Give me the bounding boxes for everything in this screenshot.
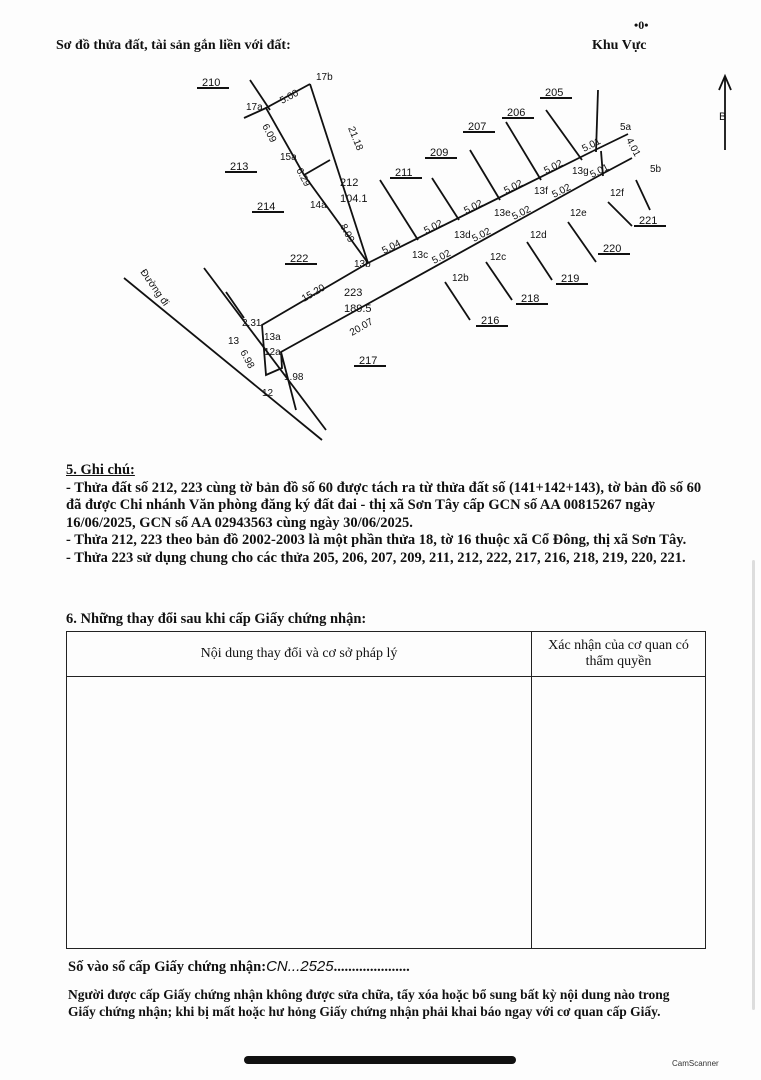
point-5b: 5b — [650, 164, 662, 175]
area-label: Khu Vực — [592, 38, 647, 53]
len-5.02-e: 5.02 — [550, 182, 573, 201]
len-6.09: 6.09 — [259, 122, 279, 145]
road-label: Đường đi — [137, 267, 171, 309]
parcel-212-area: 104.1 — [340, 193, 368, 205]
len-6.98: 6.98 — [237, 348, 257, 371]
plot-209: 209 — [430, 147, 449, 159]
len-21.18: 21.18 — [345, 125, 365, 153]
len-1.98: 1.98 — [284, 372, 304, 383]
point-17a: 17a — [246, 102, 263, 113]
plot-217: 217 — [359, 355, 378, 367]
road-edge-left — [124, 278, 322, 440]
len-5.00: 5.00 — [278, 87, 301, 107]
point-5a: 5a — [620, 122, 632, 133]
changes-col-confirm: Xác nhận của cơ quan có thẩm quyền — [532, 632, 706, 677]
footer-warning: Người được cấp Giấy chứng nhận không được sửa chữa, tẩy xóa hoặc bổ sung bất kỳ nội dung nào trong Giấy chứng nhận; khi bị mất hoặc hư hỏng Giấy chứng nhận phải khai báo ngay với cơ quan cấp Giấy. — [68, 987, 670, 1019]
len-2.31: 2.31 — [242, 318, 262, 329]
point-15a: 15a — [280, 152, 297, 163]
len-5.04: 5.04 — [380, 238, 403, 257]
plot-221: 221 — [639, 215, 658, 227]
point-13d: 13d — [454, 230, 471, 241]
len-5.01-b: 5.01 — [588, 162, 611, 181]
north-indicator: B — [719, 111, 727, 123]
point-12d: 12d — [530, 230, 547, 241]
point-12c: 12c — [490, 252, 507, 263]
notes-section — [66, 462, 706, 567]
section4-title: Sơ đồ thửa đất, tài sản gắn liền với đất: — [56, 38, 291, 53]
len-5.01-a: 5.01 — [580, 136, 603, 155]
len-5.02-c: 5.02 — [502, 178, 525, 197]
len-5.02-f: 5.02 — [510, 204, 533, 223]
parcel-212-id: 212 — [340, 177, 359, 189]
point-13e: 13e — [494, 208, 511, 219]
changes-confirm-cell — [532, 677, 706, 949]
parcel-223-id: 223 — [344, 287, 363, 299]
plot-207: 207 — [468, 121, 487, 133]
point-13g: 13g — [572, 166, 589, 177]
point-12: 12 — [262, 388, 274, 399]
plot-216: 216 — [481, 315, 500, 327]
len-15.20: 15.20 — [300, 282, 328, 305]
registration-dots: ..................... — [333, 959, 410, 975]
len-5.02-a: 5.02 — [422, 218, 445, 237]
boundary-17b-13b — [310, 84, 368, 263]
point-12b: 12b — [452, 273, 469, 284]
len-6.29: 6.29 — [293, 166, 313, 189]
plot-206: 206 — [507, 107, 526, 119]
plot-214: 214 — [257, 201, 276, 213]
point-12a: 12a — [264, 347, 281, 358]
changes-col-content: Nội dung thay đổi và cơ sở pháp lý — [67, 632, 532, 677]
plot-205: 205 — [545, 87, 564, 99]
len-8.09: 8.09 — [337, 222, 357, 245]
registration-line — [68, 958, 410, 976]
point-13c: 13c — [412, 250, 429, 261]
point-13a: 13a — [264, 332, 281, 343]
len-5.02-h: 5.02 — [430, 248, 453, 267]
registration-value: CN...2525 — [266, 958, 334, 975]
scrollbar[interactable] — [752, 560, 755, 1010]
plot-218: 218 — [521, 293, 540, 305]
plot-213: 213 — [230, 161, 249, 173]
point-17b: 17b — [316, 72, 333, 83]
changes-title: 6. Những thay đổi sau khi cấp Giấy chứng nhận: — [66, 611, 367, 627]
point-14a: 14a — [310, 200, 327, 211]
point-13b: 13b — [354, 259, 371, 270]
plot-211: 211 — [395, 167, 413, 179]
plot-210: 210 — [202, 77, 221, 89]
home-indicator[interactable] — [244, 1056, 516, 1064]
parcel-map — [0, 60, 761, 460]
len-5.02-b: 5.02 — [462, 198, 485, 217]
point-12e: 12e — [570, 208, 587, 219]
len-4.01: 4.01 — [623, 136, 643, 159]
changes-content-cell — [67, 677, 532, 949]
header-dots: •0• — [634, 18, 649, 32]
point-12f: 12f — [610, 188, 624, 199]
plot-220: 220 — [603, 243, 622, 255]
changes-table — [66, 631, 706, 949]
len-20.07: 20.07 — [348, 316, 376, 339]
note-line-2: - Thửa 212, 223 theo bản đồ 2002-2003 là một phần thửa 18, tờ 16 thuộc xã Cổ Đông, thị xã Sơn Tây. — [66, 532, 687, 548]
len-5.02-d: 5.02 — [542, 158, 565, 177]
note-line-1: - Thửa đất số 212, 223 cùng tờ bản đồ số 60 được tách ra từ thửa đất số (141+142+143), tờ bản đồ số 60 đã được Chi nhánh Văn phòng đăng ký đất đai - thị xã Sơn Tây cấp GCN số AA 00815267 ngày 16/06/2025, GCN số AA 02943563 cùng ngày 30/06/2025. — [66, 479, 702, 531]
len-5.02-g: 5.02 — [470, 226, 493, 245]
plot-219: 219 — [561, 273, 580, 285]
camscanner-watermark: CamScanner — [672, 1059, 719, 1068]
point-13: 13 — [228, 336, 240, 347]
note-line-3: - Thửa 223 sử dụng chung cho các thửa 205, 206, 207, 209, 211, 212, 222, 217, 216, 218, 219, 220, 221. — [66, 549, 686, 566]
registration-label: Số vào sổ cấp Giấy chứng nhận: — [68, 959, 267, 975]
plot-222: 222 — [290, 253, 309, 265]
point-13f: 13f — [534, 186, 548, 197]
parcel-223-area: 189.5 — [344, 303, 372, 315]
notes-title: 5. Ghi chú: — [66, 462, 135, 478]
